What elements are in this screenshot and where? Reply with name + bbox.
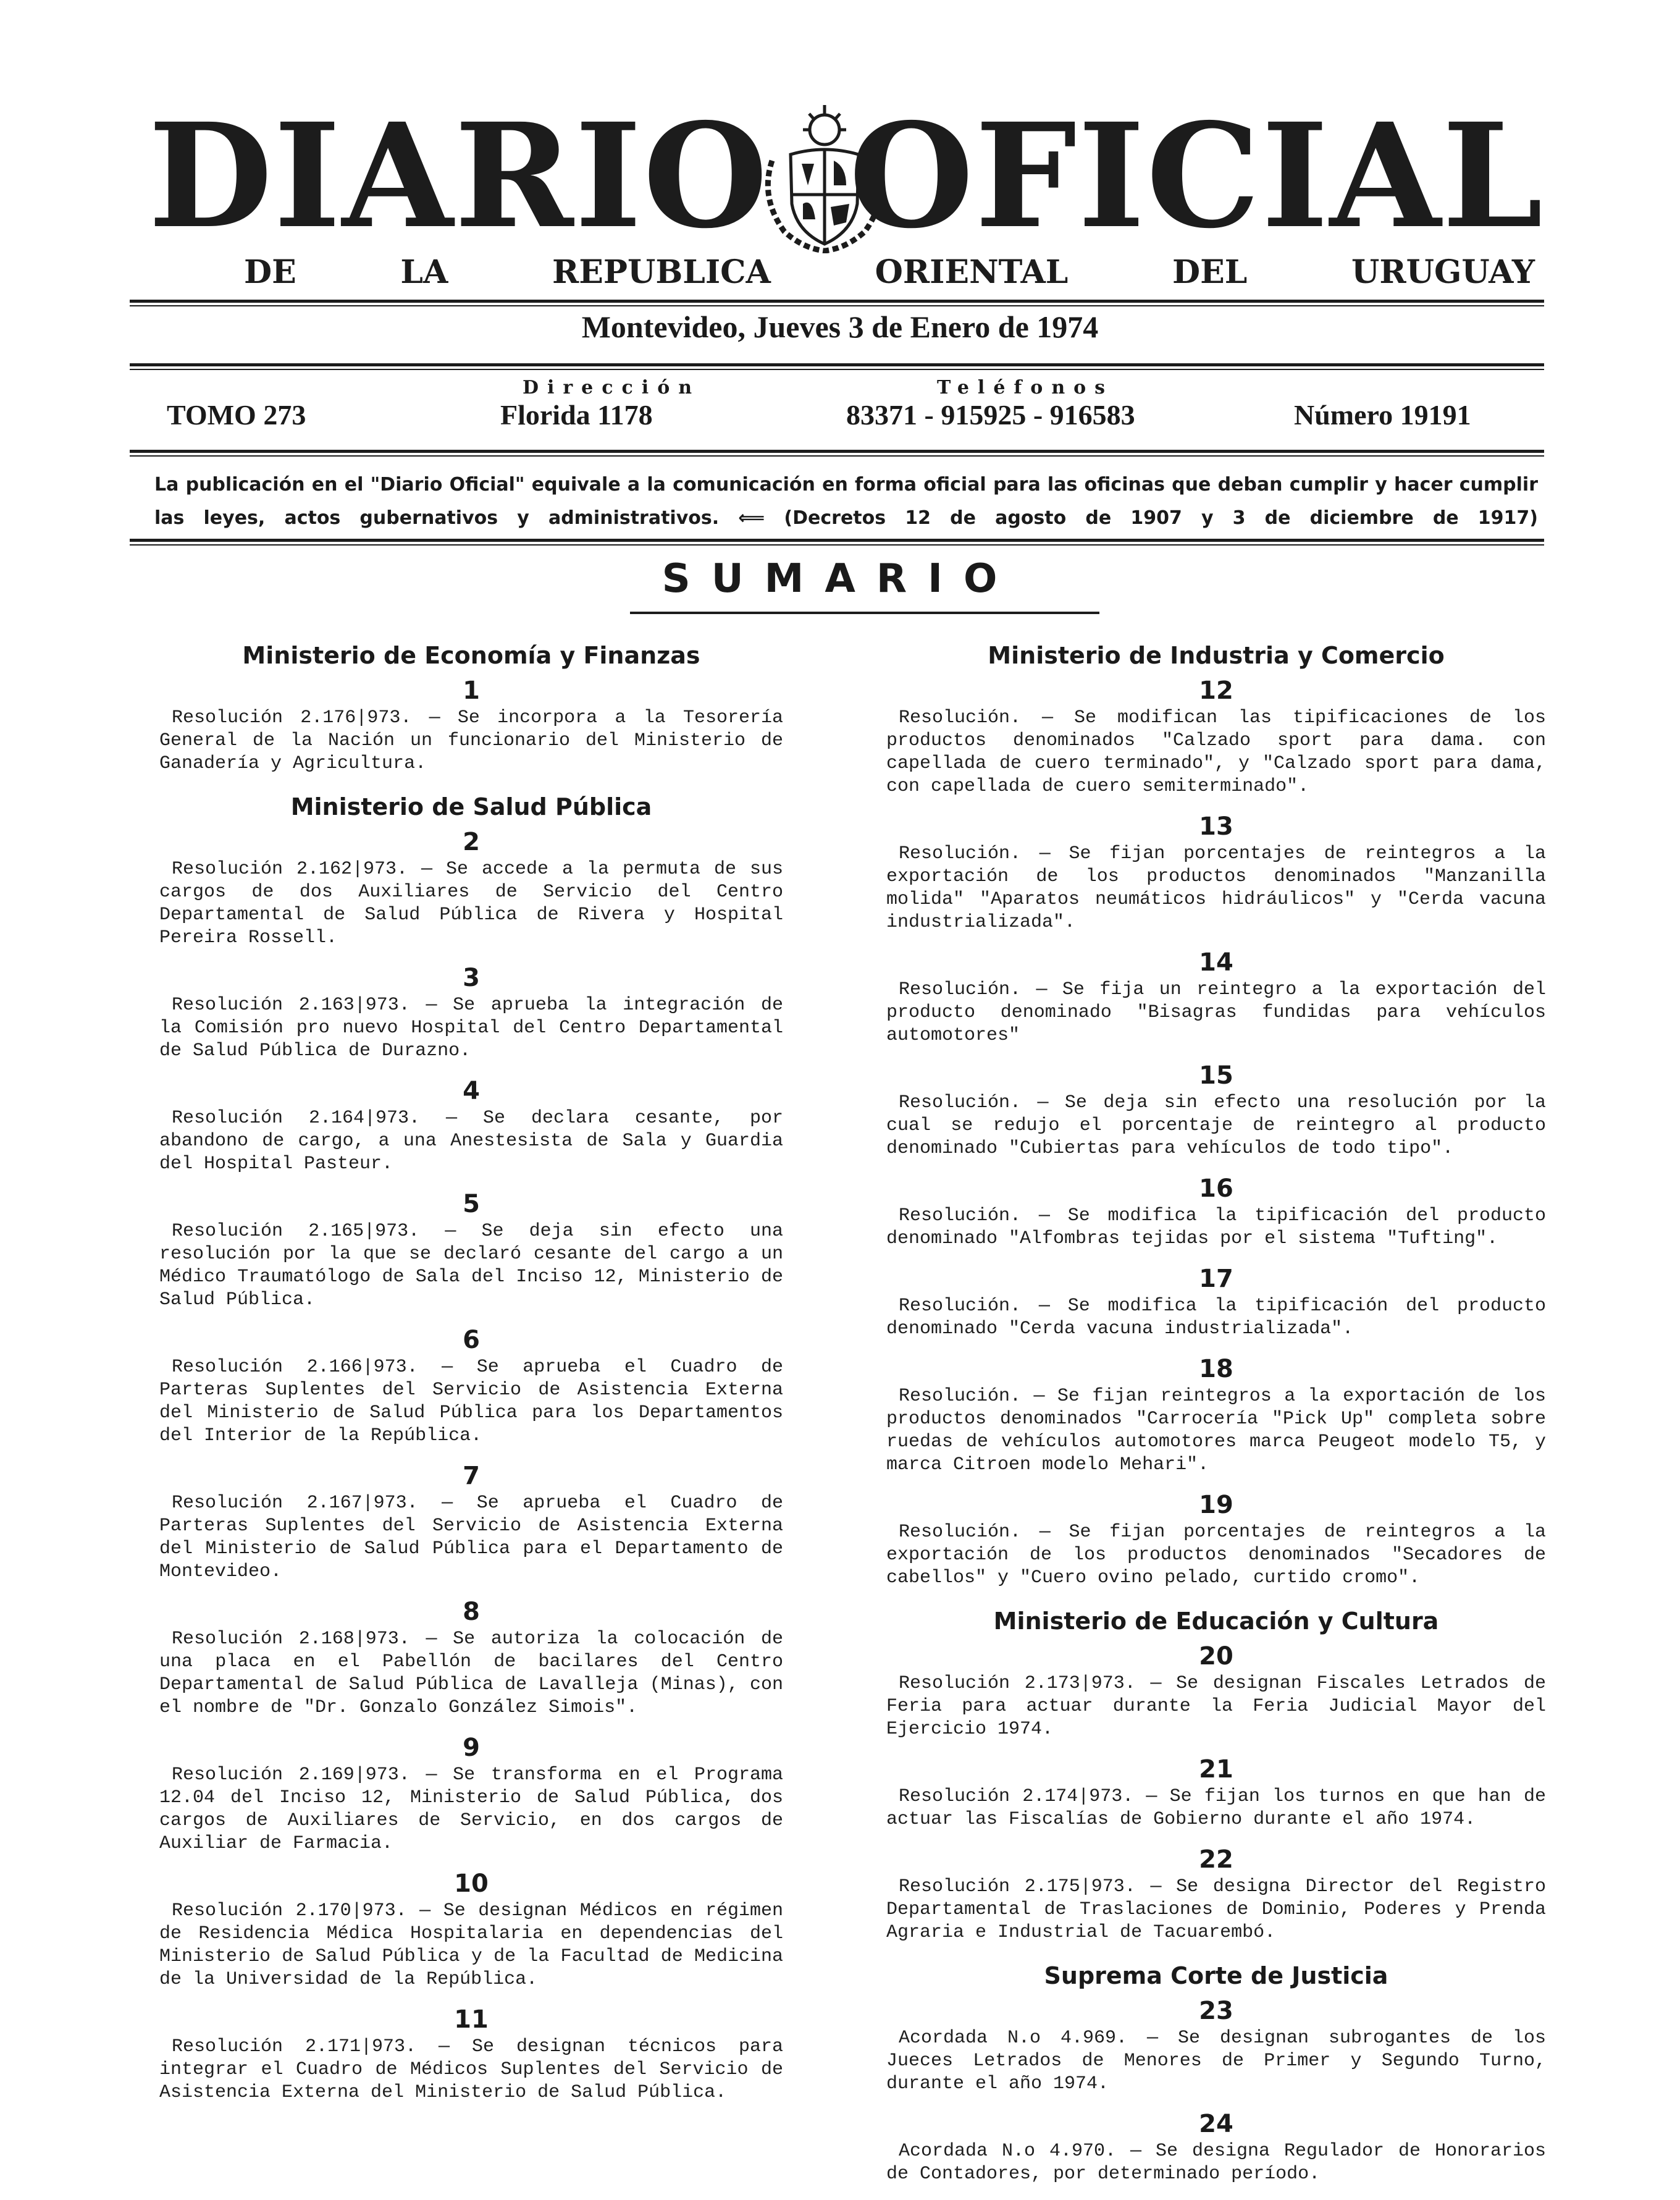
entry-description: — Se deja sin efecto una resolución por la que se declaró cesante del cargo a un Médico Traumatólogo de Sala del Inciso 12, Ministerio de Salud Pública. bbox=[159, 1221, 783, 1310]
entry-number: 3 bbox=[463, 964, 480, 992]
entry-description: — Se designan técnicos para integrar el Cuadro de Médicos Suplentes del Servicio de Asistencia Externa del Ministerio de Salud Pública. bbox=[159, 2036, 783, 2103]
entry-description: — Se designan Fiscales Letrados de Feria para actuar durante la Feria Judicial Mayor del Ejercicio 1974. bbox=[886, 1673, 1547, 1740]
numero: Número 19191 bbox=[1294, 399, 1471, 431]
entry-number: 4 bbox=[463, 1077, 480, 1105]
entry-reference: Resolución 2.162|973. bbox=[172, 859, 408, 880]
sumario-underline bbox=[630, 612, 1099, 614]
summary-entry bbox=[159, 1764, 783, 1855]
summary-entry bbox=[159, 2036, 783, 2104]
entry-reference: Acordada N.o 4.970. bbox=[899, 2141, 1117, 2162]
summary-entry bbox=[159, 1107, 783, 1176]
ministry-heading: Ministerio de Economía y Finanzas bbox=[242, 642, 700, 669]
entry-number: 1 bbox=[463, 676, 480, 705]
entry-number: 7 bbox=[463, 1462, 480, 1490]
telefonos-block bbox=[846, 377, 1204, 445]
entry-description: — Se fija un reintegro a la exportación del producto denominado "Bisagras fundidas para vehículos automotores" bbox=[886, 979, 1546, 1046]
subtitle-word: URUGUAY bbox=[1351, 253, 1535, 291]
legal-notice: La publicación en el "Diario Oficial" equivale a la comunicación en forma oficial para las oficinas que deban cumplir y hacer cumplir las leyes, actos gubernativos y administrativos. ⟸ (Decretos 12 de agosto de 1907 y 3 de diciembre de 1917) bbox=[154, 474, 1538, 529]
subtitle-word: REPUBLICA bbox=[552, 253, 771, 291]
entry-description: — Se modifica la tipificación del producto denominado "Alfombras tejidas por el sistema "Tufting". bbox=[886, 1205, 1546, 1249]
direccion-value: Florida 1178 bbox=[500, 399, 653, 431]
entry-number: 13 bbox=[1199, 812, 1233, 841]
divider bbox=[130, 539, 1544, 542]
entry-reference: Resolución. bbox=[899, 1092, 1022, 1113]
entry-reference: Resolución 2.167|973. bbox=[172, 1493, 418, 1514]
entry-number: 14 bbox=[1199, 948, 1233, 977]
entry-description: — Se transforma en el Programa 12.04 del Inciso 12, Ministerio de Salud Pública, dos cargos de Auxiliares de Servicio, en dos cargos de Auxiliar de Farmacia. bbox=[159, 1764, 784, 1854]
entry-number: 9 bbox=[463, 1734, 480, 1762]
entry-description: — Se modifican las tipificaciones de los productos denominados "Calzado sport para dama. con capellada de cuero terminado", y "Calzado sport para dama, con capellada de cuero semiterminado". bbox=[886, 707, 1546, 797]
summary-entry bbox=[159, 858, 783, 950]
entry-description: — Se incorpora a la Tesorería General de la Nación un funcionario del Ministerio de Ganadería y Agricultura. bbox=[159, 707, 783, 774]
entry-reference: Resolución. bbox=[899, 843, 1022, 864]
right-column bbox=[886, 636, 1546, 2198]
entry-reference: Resolución. bbox=[899, 979, 1022, 1000]
entry-reference: Resolución 2.170|973. bbox=[172, 1900, 407, 1921]
entry-number: 2 bbox=[463, 828, 480, 856]
entry-description: — Se modifica la tipificación del producto denominado "Cerda vacuna industrializada". bbox=[886, 1296, 1546, 1339]
summary-entry bbox=[886, 1785, 1546, 1831]
entry-description: — Se declara cesante, por abandono de cargo, a una Anestesista de Sala y Guardia del Hospital Pasteur. bbox=[159, 1108, 784, 1174]
entry-reference: Resolución 2.166|973. bbox=[172, 1357, 418, 1378]
direccion-block bbox=[500, 377, 723, 445]
entry-number: 5 bbox=[463, 1190, 480, 1218]
summary-entry bbox=[159, 707, 783, 775]
entry-description: — Se fijan los turnos en que han de actuar las Fiscalías de Gobierno durante el año 1974. bbox=[886, 1786, 1547, 1830]
entry-reference: Acordada N.o 4.969. bbox=[899, 2028, 1128, 2049]
divider bbox=[130, 544, 1544, 546]
entry-reference: Resolución 2.168|973. bbox=[172, 1629, 410, 1650]
ministry-heading: Suprema Corte de Justicia bbox=[1044, 1962, 1388, 1989]
entry-description: — Se designan subrogantes de los Jueces Letrados de Menores de Primer y Segundo Turno, durante el año 1974. bbox=[886, 2028, 1546, 2094]
subtitle-word: DEL bbox=[1172, 253, 1248, 291]
entry-reference: Resolución 2.171|973. bbox=[172, 2036, 417, 2057]
divider bbox=[130, 305, 1544, 306]
summary-entry bbox=[886, 2140, 1546, 2186]
divider bbox=[130, 369, 1544, 370]
summary-entry bbox=[886, 2027, 1546, 2096]
telefonos-value: 83371 - 915925 - 916583 bbox=[846, 399, 1135, 431]
entry-number: 21 bbox=[1199, 1755, 1233, 1784]
ministry-heading: Ministerio de Industria y Comercio bbox=[988, 642, 1445, 669]
entry-reference: Resolución 2.164|973. bbox=[172, 1108, 421, 1129]
summary-entry bbox=[159, 994, 783, 1063]
summary-entry bbox=[886, 1295, 1546, 1341]
summary-entry bbox=[159, 1492, 783, 1583]
entry-number: 24 bbox=[1199, 2110, 1233, 2138]
subtitle-word: DE bbox=[244, 253, 296, 291]
left-column bbox=[159, 636, 783, 2117]
entry-reference: Resolución. bbox=[899, 1522, 1022, 1543]
entry-description: — Se designa Regulador de Honorarios de Contadores, por determinado período. bbox=[886, 2141, 1546, 2185]
entry-description: — Se aprueba la integración de la Comisión pro nuevo Hospital del Centro Departamental de Salud Pública de Durazno. bbox=[159, 995, 784, 1061]
summary-entry bbox=[159, 1356, 783, 1448]
summary-entry bbox=[886, 1521, 1546, 1590]
summary-entry bbox=[886, 1672, 1546, 1741]
divider bbox=[130, 455, 1544, 457]
entry-number: 17 bbox=[1199, 1265, 1233, 1293]
entry-description: — Se designa Director del Registro Departamental de Traslaciones de Dominio, Poderes y Prenda Agraria e Industrial de Tacuarembó. bbox=[886, 1876, 1547, 1943]
summary-entry bbox=[886, 707, 1546, 798]
entry-reference: Resolución. bbox=[899, 1386, 1022, 1407]
entry-description: — Se aprueba el Cuadro de Parteras Suplentes del Servicio de Asistencia Externa del Ministerio de Salud Pública para los Departamentos del Interior de la República. bbox=[159, 1357, 784, 1446]
summary-entry bbox=[886, 1385, 1546, 1477]
entry-reference: Resolución 2.173|973. bbox=[899, 1673, 1136, 1694]
entry-description: — Se fijan porcentajes de reintegros a la exportación de los productos denominados "Manzanilla molida" "Aparatos neumáticos hidráulicos" y "Cerda vacuna industrializada". bbox=[886, 843, 1546, 933]
summary-entry bbox=[886, 843, 1546, 934]
entry-number: 22 bbox=[1199, 1845, 1233, 1874]
entry-description: — Se autoriza la colocación de una placa en el Pabellón de bacilares del Centro Departamental de Salud Pública de Lavalleja (Minas), con el nombre de "Dr. Gonzalo González Simois". bbox=[159, 1629, 784, 1718]
entry-number: 18 bbox=[1199, 1355, 1233, 1383]
entry-number: 19 bbox=[1199, 1491, 1233, 1519]
entry-description: — Se fijan porcentajes de reintegros a la exportación de los productos denominados "Secadores de cabellos" y "Cuero ovino pelado, curtido cromo". bbox=[886, 1522, 1546, 1588]
subtitle-word: ORIENTAL bbox=[875, 253, 1069, 291]
summary-entry bbox=[159, 1628, 783, 1719]
entry-reference: Resolución 2.165|973. bbox=[172, 1221, 420, 1242]
entry-number: 15 bbox=[1199, 1061, 1233, 1090]
ministry-heading: Ministerio de Salud Pública bbox=[290, 793, 652, 820]
divider bbox=[130, 450, 1544, 453]
masthead-oficial: OFICIAL bbox=[849, 91, 1544, 260]
summary-entry bbox=[886, 1876, 1546, 1944]
entry-number: 10 bbox=[454, 1869, 489, 1898]
masthead-subtitle bbox=[244, 253, 1535, 290]
entry-description: — Se deja sin efecto una resolución por la cual se redujo el porcentaje de reintegro al producto denominado "Cubiertas para vehículos de todo tipo". bbox=[886, 1092, 1546, 1159]
tomo-block bbox=[167, 377, 352, 445]
subtitle-word: LA bbox=[400, 253, 448, 291]
direccion-label: Dirección bbox=[522, 377, 701, 398]
divider bbox=[130, 363, 1544, 366]
entry-reference: Resolución 2.169|973. bbox=[172, 1764, 410, 1785]
entry-reference: Resolución. bbox=[899, 707, 1022, 728]
masthead-diario: DIARIO bbox=[148, 91, 770, 260]
entry-number: 12 bbox=[1199, 676, 1233, 705]
summary-entry bbox=[159, 1220, 783, 1312]
entry-reference: Resolución 2.175|973. bbox=[899, 1876, 1136, 1897]
entry-reference: Resolución. bbox=[899, 1205, 1022, 1226]
entry-reference: Resolución. bbox=[899, 1296, 1022, 1317]
entry-reference: Resolución 2.176|973. bbox=[172, 707, 412, 728]
divider bbox=[130, 300, 1544, 303]
summary-entry bbox=[886, 1205, 1546, 1250]
entry-number: 11 bbox=[454, 2005, 489, 2034]
entry-description: — Se fijan reintegros a la exportación de los productos denominados "Carrocería "Pick Up" completa sobre ruedas de vehículos automotores marca Peugeot modelo T5, y marca Citroen modelo Mehari". bbox=[886, 1386, 1546, 1475]
masthead bbox=[142, 91, 1544, 260]
entry-number: 20 bbox=[1199, 1642, 1233, 1671]
summary-entry bbox=[886, 979, 1546, 1047]
entry-description: — Se aprueba el Cuadro de Parteras Suplentes del Servicio de Asistencia Externa del Ministerio de Salud Pública para el Departamento de Montevideo. bbox=[159, 1493, 784, 1582]
telefonos-label: Teléfonos bbox=[936, 377, 1114, 398]
sumario-heading: SUMARIO bbox=[662, 556, 1018, 602]
summary-entry bbox=[886, 1092, 1546, 1160]
numero-block bbox=[1294, 377, 1541, 445]
entry-number: 16 bbox=[1199, 1174, 1233, 1203]
tomo: TOMO 273 bbox=[167, 399, 306, 431]
entry-reference: Resolución 2.174|973. bbox=[899, 1786, 1134, 1807]
entry-number: 8 bbox=[463, 1598, 480, 1626]
ministry-heading: Ministerio de Educación y Cultura bbox=[993, 1608, 1439, 1635]
entry-number: 23 bbox=[1199, 1997, 1233, 2025]
summary-entry bbox=[159, 1900, 783, 1991]
dateline: Montevideo, Jueves 3 de Enero de 1974 bbox=[581, 310, 1099, 344]
entry-number: 6 bbox=[463, 1326, 480, 1354]
entry-reference: Resolución 2.163|973. bbox=[172, 995, 410, 1016]
entry-description: — Se designan Médicos en régimen de Residencia Médica Hospitalaria en dependencias del Ministerio de Salud Pública y de la Facultad de Medicina de la Universidad de la República. bbox=[159, 1900, 783, 1990]
entry-description: — Se accede a la permuta de sus cargos de dos Auxiliares de Servicio del Centro Departamental de Salud Pública de Rivera y Hospital Pereira Rossell. bbox=[159, 859, 784, 948]
